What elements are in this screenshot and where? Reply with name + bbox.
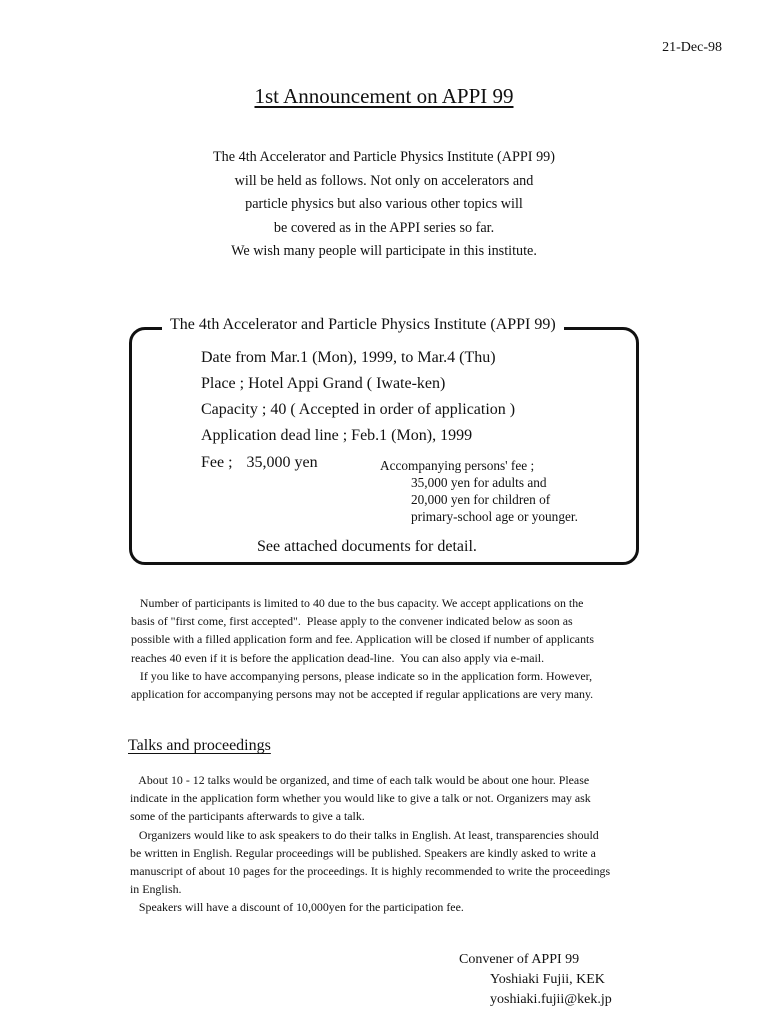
intro-line: We wish many people will participate in this institute.: [231, 243, 537, 259]
event-place: Place ; Hotel Appi Grand ( Iwate-ken): [201, 375, 446, 392]
accompanying-fee-label: Accompanying persons' fee ;: [380, 458, 535, 473]
text-line: indicate in the application form whether you would like to give a talk or not. Organizers may ask: [130, 791, 591, 806]
participation-paragraph: [131, 594, 594, 703]
text-line: Speakers will have a discount of 10,000yen for the participation fee.: [130, 900, 464, 915]
accompanying-fee: [380, 457, 578, 525]
section-heading-talks: Talks and proceedings: [128, 737, 271, 754]
text-line: Number of participants is limited to 40 due to the bus capacity. We accept applications on the: [131, 596, 584, 610]
document-date: 21-Dec-98: [662, 40, 722, 55]
text-line: If you like to have accompanying persons, please indicate so in the application form. However,: [131, 668, 593, 683]
accompanying-fee-line: 35,000 yen for adults and: [411, 475, 547, 490]
text-line: some of the participants afterwards to give a talk.: [130, 809, 365, 824]
talks-paragraph: [130, 771, 610, 917]
intro-line: The 4th Accelerator and Particle Physics Institute (APPI 99): [213, 149, 555, 165]
page-title: [0, 84, 768, 109]
event-dates: Date from Mar.1 (Mon), 1999, to Mar.4 (Thu): [201, 349, 496, 366]
text-line: reaches 40 even if it is before the application dead-line. You can also apply via e-mail.: [131, 650, 545, 665]
intro-line: particle physics but also various other topics will: [245, 196, 523, 212]
text-line: possible with a filled application form and fee. Application will be closed if number of applicants: [131, 632, 594, 647]
text-line: application for accompanying persons may not be accepted if regular applications are very many.: [131, 687, 594, 702]
details-box-title: The 4th Accelerator and Particle Physics Institute (APPI 99): [162, 316, 564, 334]
page-title-text: 1st Announcement on APPI 99: [254, 84, 514, 108]
application-deadline: Application dead line ; Feb.1 (Mon), 1999: [201, 427, 473, 444]
see-attached-note: See attached documents for detail.: [257, 538, 477, 555]
accompanying-fee-line: primary-school age or younger.: [411, 509, 578, 524]
convener-title: Convener of APPI 99: [459, 952, 580, 967]
accompanying-fee-line: 20,000 yen for children of: [411, 492, 551, 507]
convener-email: yoshiaki.fujii@kek.jp: [490, 992, 612, 1007]
text-line: manuscript of about 10 pages for the proceedings. It is highly recommended to write the proceedings: [130, 864, 611, 879]
convener-signature: [459, 950, 612, 1010]
intro-line: be covered as in the APPI series so far.: [273, 219, 495, 236]
event-fee: [201, 454, 318, 472]
text-line: About 10 - 12 talks would be organized, and time of each talk would be about one hour. Please: [130, 773, 590, 787]
text-line: basis of "first come, first accepted". Please apply to the convener indicated below as soon as: [131, 614, 573, 629]
convener-name: Yoshiaki Fujii, KEK: [490, 972, 605, 987]
fee-amount: 35,000 yen: [246, 454, 318, 471]
event-capacity: Capacity ; 40 ( Accepted in order of application ): [201, 401, 516, 418]
intro-paragraph: [0, 146, 768, 264]
text-line: in English.: [130, 882, 182, 897]
intro-line: will be held as follows. Not only on accelerators and: [234, 172, 534, 189]
text-line: be written in English. Regular proceedings will be published. Speakers are kindly asked to write a: [130, 845, 596, 860]
fee-label: Fee ;: [201, 454, 233, 471]
text-line: Organizers would like to ask speakers to do their talks in English. At least, transparencies should: [130, 827, 599, 842]
